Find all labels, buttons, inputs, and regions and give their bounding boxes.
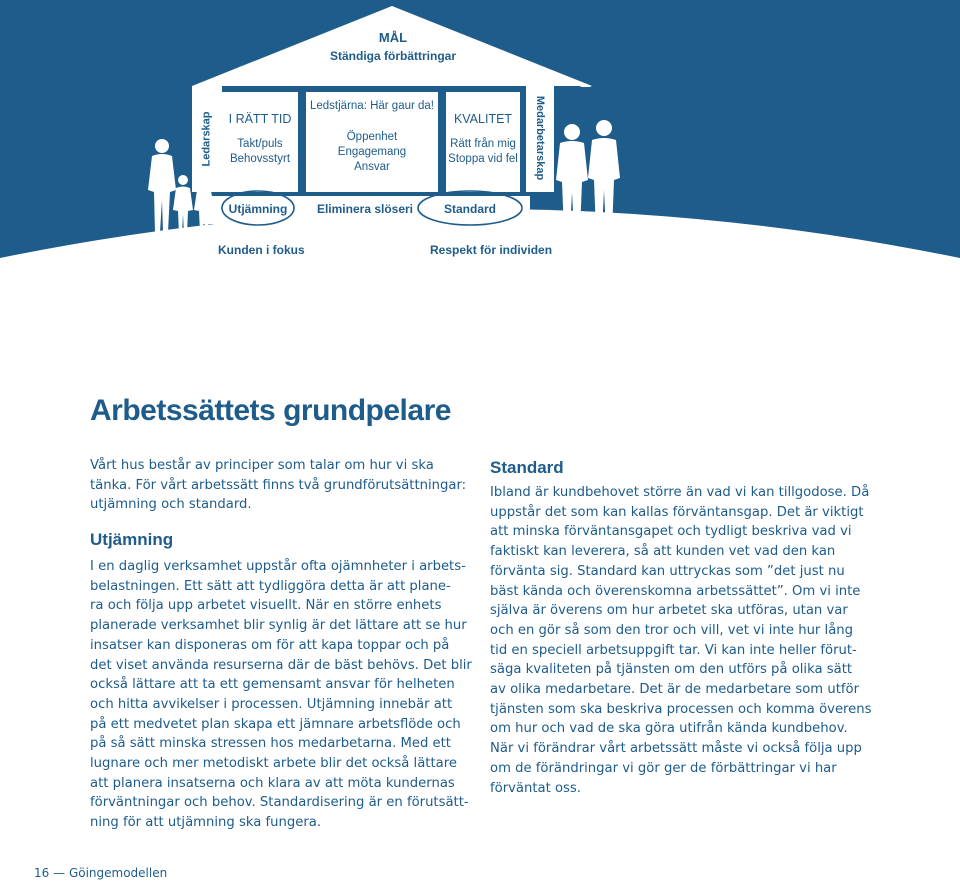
text-line: på ett medvetet plan skapa ett jämnare arbetsflöde och bbox=[90, 716, 461, 732]
page-number: 16 bbox=[34, 866, 50, 880]
text-line: att minska förväntansgapet och tydligt beskriva vad vi bbox=[490, 524, 852, 540]
section-heading-utjamning: Utjämning bbox=[90, 530, 174, 549]
intro-paragraph bbox=[90, 456, 480, 515]
right-side-label: Medarbetarskap bbox=[534, 95, 547, 181]
page-title: Arbetssättets grundpelare bbox=[90, 394, 451, 427]
foundation-standard: Standard bbox=[443, 202, 496, 216]
text-line: på så sätt minska stressen hos medarbetarna. Med ett bbox=[90, 736, 451, 752]
text-line: förvänta sig. Standard kan uttryckas som ”det just nu bbox=[490, 563, 845, 579]
pillar-middle-line: Öppenhet bbox=[346, 131, 398, 143]
goal-title: MÅL bbox=[378, 30, 408, 45]
ground-left-label: Kunden i fokus bbox=[218, 243, 305, 257]
text-line: tänka. För vårt arbetssätt finns två grundförutsättningar: bbox=[90, 477, 467, 493]
publication-name: Göingemodellen bbox=[68, 866, 168, 880]
foundation-utjamning: Utjämning bbox=[228, 202, 288, 216]
section-heading-standard: Standard bbox=[490, 458, 564, 477]
text-line: När vi förändrar vårt arbetssätt måste vi också följa upp bbox=[490, 741, 862, 757]
text-line: I en daglig verksamhet uppstår ofta ojämnheter i arbets- bbox=[90, 559, 466, 574]
roof-fill bbox=[192, 6, 592, 86]
footer-separator: — bbox=[53, 866, 66, 880]
page-footer bbox=[34, 866, 167, 880]
pillar-left-title: I RÄTT TID bbox=[228, 112, 292, 126]
text-line: insatser kan disponeras om för att kapa toppar och på bbox=[90, 637, 450, 653]
utjamning-paragraph bbox=[90, 557, 480, 833]
pillar-right-line: Stoppa vid fel bbox=[448, 153, 518, 165]
goal-subtitle: Ständiga förbättringar bbox=[329, 49, 456, 63]
pillar-left-line: Takt/puls bbox=[237, 138, 283, 150]
text-line: det viset använda resurserna där de bäst behövs. Det blir bbox=[90, 657, 472, 673]
text-line: tid en speciell arbetsuppgift tar. Vi kan inte heller förut- bbox=[490, 642, 857, 658]
text-line: säga kvaliteten på tjänsten om den utförs på olika sätt bbox=[490, 662, 853, 678]
standard-paragraph bbox=[490, 483, 890, 798]
text-line: om hur och vad de ska göra utifrån kända kundbehov. bbox=[490, 721, 848, 737]
text-line: också lättare att ta ett gemensamt ansvar för helheten bbox=[90, 677, 455, 693]
text-line: och hitta avvikelser i processen. Utjämning innebär att bbox=[90, 696, 453, 712]
pillar-right-line: Rätt från mig bbox=[450, 138, 516, 150]
text-line: ra och följa upp arbetet visuellt. När en större enhets bbox=[90, 598, 442, 614]
text-line: utjämning och standard. bbox=[90, 497, 252, 513]
text-line: faktiskt kan leverera, så att kunden vet vad den kan bbox=[490, 544, 836, 560]
text-line: belastningen. Ett sätt att tydliggöra detta är att plane- bbox=[90, 578, 451, 594]
pillar-left-line: Behovsstyrt bbox=[229, 153, 291, 165]
text-line: tjänsten som ska beskriva processen och komma överens bbox=[490, 701, 872, 717]
pillar-middle-title: Ledstjärna: Här gaur da! bbox=[309, 100, 435, 112]
text-line: Ibland är kundbehovet större än vad vi kan tillgodose. Då bbox=[490, 485, 870, 500]
text-line: Vårt hus består av principer som talar om hur vi ska bbox=[90, 458, 434, 473]
left-side-label: Ledarskap bbox=[200, 111, 213, 167]
text-line: förväntat oss. bbox=[490, 780, 581, 796]
text-line: av olika medarbetare. Det är de medarbetare som utför bbox=[490, 682, 859, 698]
foundation-eliminera-sloseri: Eliminera slöseri bbox=[316, 202, 414, 216]
text-line: uppstår det som kan kallas förväntansgap. Det är viktigt bbox=[490, 504, 864, 520]
pillar-right-title: KVALITET bbox=[453, 112, 513, 126]
text-line: själva är överens om hur arbetet ska utföras, utan var bbox=[490, 603, 848, 619]
text-line: förväntningar och behov. Standardisering är en förutsätt- bbox=[90, 795, 469, 811]
pillar-middle-line: Ansvar bbox=[354, 161, 390, 173]
text-line: planerade verksamhet blir synlig är det lättare att se hur bbox=[90, 618, 467, 634]
pillar-middle-line: Engagemang bbox=[337, 146, 407, 158]
text-line: och en gör så som den tror och vill, vet vi inte hur lång bbox=[490, 622, 854, 638]
text-line: om de förändringar vi gör ger de förbättringar vi har bbox=[490, 760, 837, 776]
text-line: ning för att utjämning ska fungera. bbox=[90, 815, 322, 831]
text-line: lugnare och mer metodiskt arbete blir det också lättare bbox=[90, 756, 457, 772]
text-line: att planera insatserna och klara av att möta kundernas bbox=[90, 775, 455, 791]
text-line: bäst kända och överenskomna arbetssättet”. Om vi inte bbox=[490, 583, 861, 599]
ground-right-label: Respekt för individen bbox=[430, 243, 553, 257]
